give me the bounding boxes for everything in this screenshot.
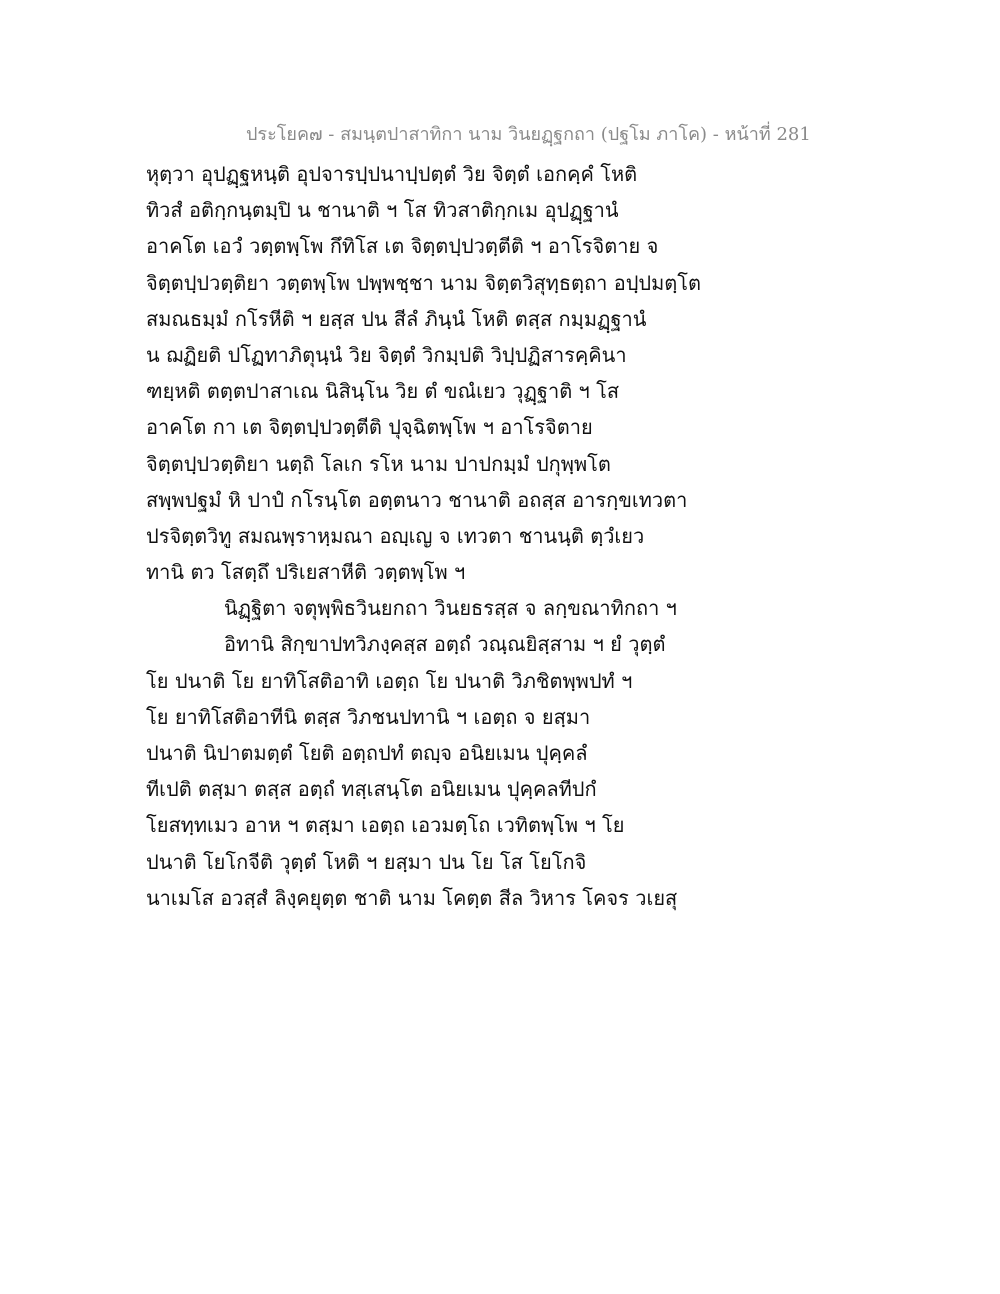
text-line-9: จิตฺตปฺปวตฺติยา นตฺถิ โลเก รโห นาม ปาปกมฺมํ ปกุพฺพโต — [146, 451, 611, 476]
text-line-15: โย ปนาติ โย ยาทิโสติอาทิ เอตฺถ โย ปนาติ วิภชิตพฺพปทํ ฯ — [146, 668, 633, 693]
text-line-2: ทิวสํ อติกฺกนฺตมฺปิ น ชานาติ ฯ โส ทิวสาติกฺกเม อุปฏฺฐานํ — [146, 198, 619, 223]
text-line-20: ปนาติ โยโกจีติ วุตฺตํ โหติ ฯ ยสฺมา ปน โย โส โยโกจิ — [146, 849, 587, 874]
body-text — [146, 156, 866, 916]
section-opening-line: อิทานิ สิกฺขาปทวิภงฺคสฺส อตฺถํ วณฺณยิสฺสาม ฯ ยํ วุตฺตํ — [224, 632, 666, 657]
text-line-17: ปนาติ นิปาตมตฺตํ โยติ อตฺถปทํ ตญฺจ อนิยเมน ปุคฺคลํ — [146, 741, 588, 765]
text-line-1: หุตฺวา อุปฏฺฐหนฺติ อุปจารปฺปนาปฺปตฺตํ วิย จิตฺตํ เอกคฺคํ โหติ — [146, 162, 638, 186]
text-line-6: น ฌฏิยติ ปโฏทาภิตุนฺนํ วิย จิตฺตํ วิกมฺปติ วิปฺปฏิสารคฺคินา — [146, 342, 627, 367]
text-line-11: ปรจิตฺตวิทู สมณพฺราหฺมณา อญฺเญ จ เทวตา ชานนฺติ ตฺวํเยว — [146, 523, 645, 548]
text-line-7: ฑยฺหติ ตตฺตปาสาเณ นิสินฺโน วิย ตํ ขณํเยว วุฏฺฐาติ ฯ โส — [146, 379, 620, 404]
text-line-21: นาเมโส อวสฺสํ ลิงฺคยุตฺต ชาติ นาม โคตฺต สีล วิหาร โคจร วเยสุ — [146, 885, 678, 910]
text-line-18: ทีเปติ ตสฺมา ตสฺส อตฺถํ ทสฺเสนฺโต อนิยเมน ปุคฺคลทีปกํ — [146, 777, 597, 802]
text-line-8: อาคโต กา เต จิตฺตปฺปวตฺตีติ ปุจฺฉิตพฺโพ ฯ อาโรจิตาย — [146, 415, 593, 440]
text-line-16: โย ยาทิโสติอาทีนิ ตสฺส วิภชนปทานิ ฯ เอตฺถ จ ยสฺมา — [146, 704, 591, 729]
running-header: ประโยค๗ - สมนฺตปาสาทิกา นาม วินยฏฺฐกถา (ปฐโม ภาโค) - หน้าที่ 281 — [246, 124, 811, 145]
text-line-19: โยสทฺทเมว อาห ฯ ตสฺมา เอตฺถ เอวมตฺโถ เวทิตพฺโพ ฯ โย — [146, 813, 625, 838]
text-line-10: สพฺพปฐมํ หิ ปาปํ กโรนฺโต อตฺตนาว ชานาติ อถสฺส อารกฺขเทวตา — [146, 487, 688, 512]
text-line-4: จิตฺตปฺปวตฺติยา วตฺตพฺโพ ปพฺพชฺชา นาม จิตฺตวิสุทฺธตฺถา อปฺปมตฺโต — [146, 270, 702, 295]
section-closing-line: นิฏฺฐิตา จตุพฺพิธวินยกถา วินยธรสฺส จ ลกฺขณาทิกถา ฯ — [224, 596, 677, 621]
text-line-3: อาคโต เอวํ วตฺตพฺโพ กึทิโส เต จิตฺตปฺปวตฺตีติ ฯ อาโรจิตาย จ — [146, 234, 659, 259]
text-line-5: สมณธมฺมํ กโรหีติ ฯ ยสฺส ปน สีลํ ภินฺนํ โหติ ตสฺส กมฺมฏฺฐานํ — [146, 306, 647, 331]
text-line-12: ทานิ ตว โสตฺถึ ปริเยสาหีติ วตฺตพฺโพ ฯ — [146, 560, 466, 585]
